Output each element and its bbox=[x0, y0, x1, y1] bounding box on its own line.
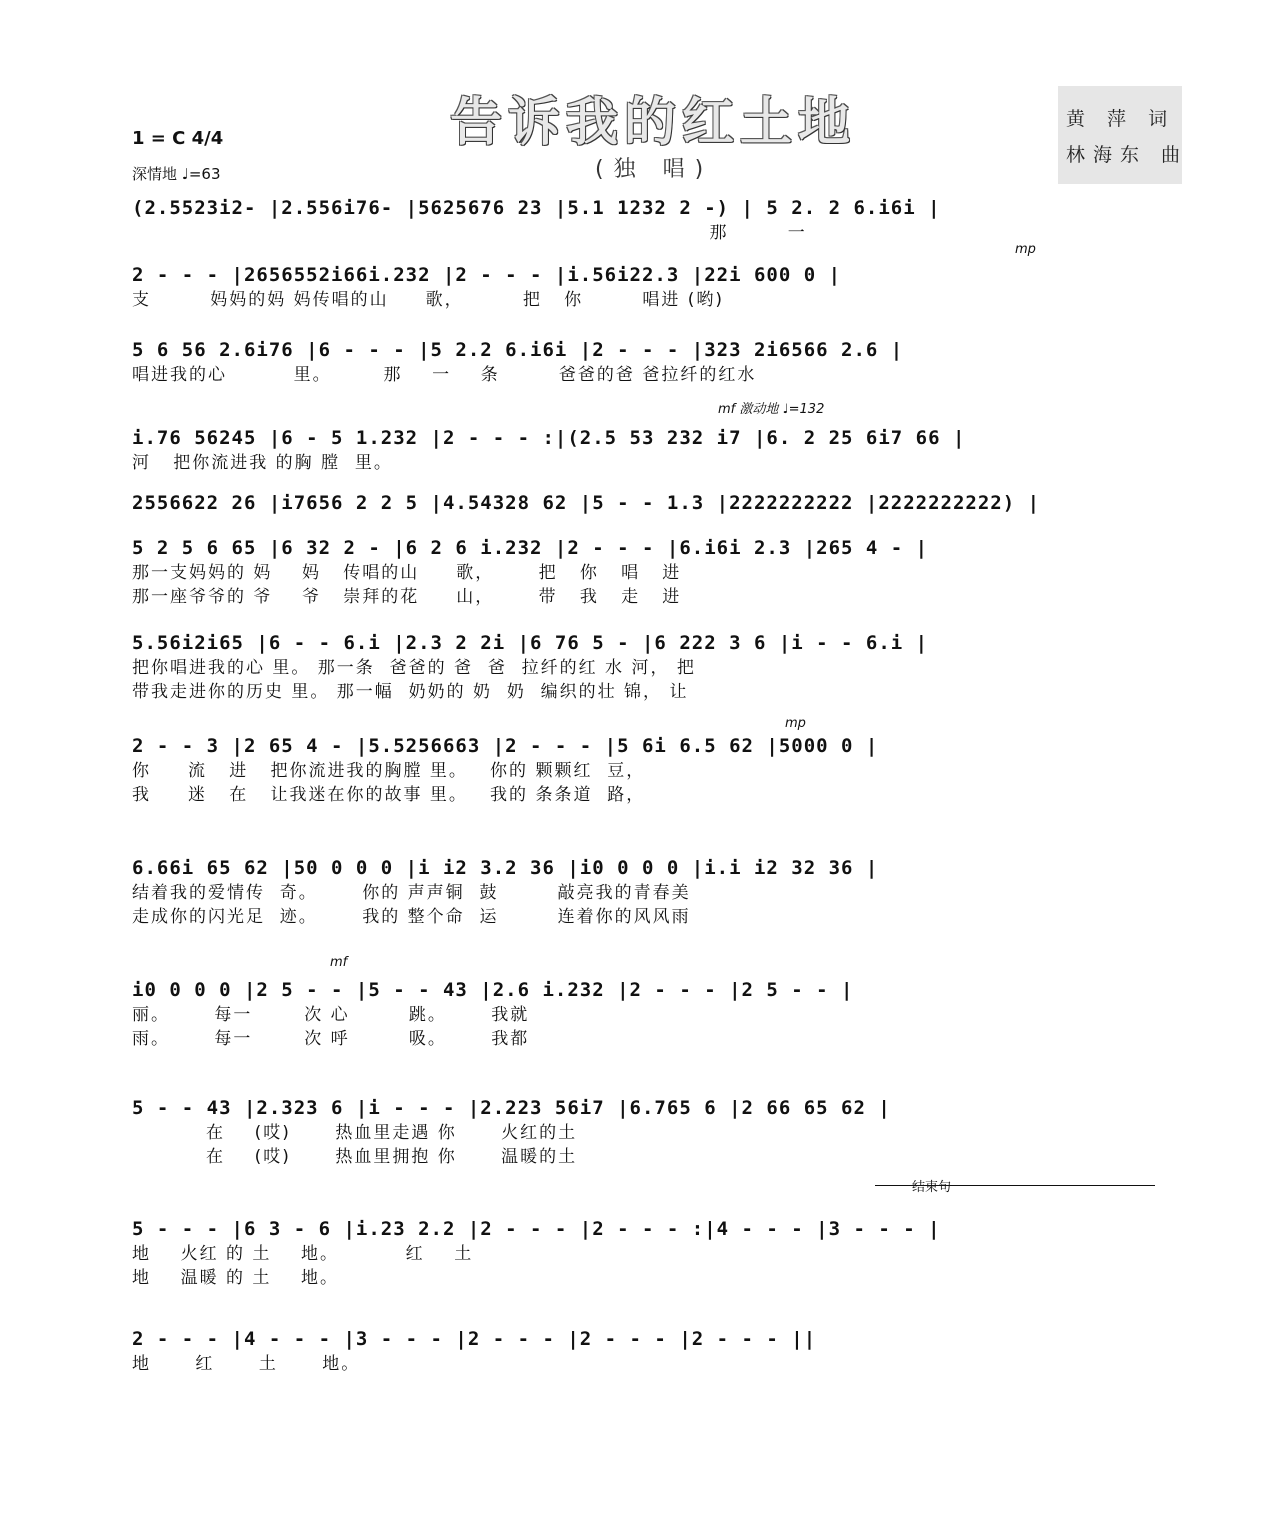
lyrics-row: 河 把你流进我 的胸 膛 里。 bbox=[132, 453, 393, 473]
key-signature: 1 = C 4/4 bbox=[132, 128, 224, 149]
score-line-3 bbox=[132, 337, 1160, 387]
score-line-12 bbox=[132, 1216, 1160, 1290]
lyrics-row-verse-1: 那一支妈妈的 妈 妈 传唱的山 歌， 把 你 唱 进 bbox=[132, 563, 682, 583]
dynamic-mf: mf bbox=[330, 955, 348, 970]
score-line-13 bbox=[132, 1326, 1160, 1376]
notation-row: 2 - - - |4 - - - |3 - - - |2 - - - |2 - - - |2 - - - || bbox=[132, 1328, 817, 1350]
notation-row: i0 0 0 0 |2 5 - - |5 - - 43 |2.6 i.232 |2 - - - |2 5 - - | bbox=[132, 979, 854, 1001]
score-line-10 bbox=[132, 977, 1160, 1051]
dynamic-mp-1: mp bbox=[1015, 242, 1036, 257]
lyrics-row-verse-2: 走成你的闪光足 迹。 我的 整个命 运 连着你的风风雨 bbox=[132, 907, 691, 927]
notation-row: 5 - - - |6 3 - 6 |i.23 2.2 |2 - - - |2 - - - :|4 - - - |3 - - - | bbox=[132, 1218, 941, 1240]
tempo-marking: 深情地 ♩=63 bbox=[132, 165, 221, 183]
score-line-5 bbox=[132, 490, 1160, 516]
lyrics-row-verse-2: 在 (哎) 热血里拥抱 你 温暖的土 bbox=[132, 1147, 578, 1167]
score-line-11 bbox=[132, 1095, 1160, 1169]
song-title: 告诉我的红土地 bbox=[450, 93, 857, 153]
notation-row: i.76 56245 |6 - 5 1.232 |2 - - - :|(2.5 53 232 i7 |6. 2 25 6i7 66 | bbox=[132, 427, 966, 449]
notation-row: (2.5523i2- |2.556i76- |5625676 23 |5.1 1232 2 -) | 5 2. 2 6.i6i | bbox=[132, 197, 941, 219]
notation-row: 2556622 26 |i7656 2 2 5 |4.54328 62 |5 - - 1.3 |2222222222 |2222222222) | bbox=[132, 492, 1041, 514]
lyrics-row-verse-2: 雨。 每一 次 呼 吸。 我都 bbox=[132, 1029, 530, 1049]
score-line-9 bbox=[132, 855, 1160, 929]
lyrics-row: 地 红 土 地。 bbox=[132, 1354, 361, 1374]
notation-row: 2 - - 3 |2 65 4 - |5.5256663 |2 - - - |5 6i 6.5 62 |5000 0 | bbox=[132, 735, 879, 757]
score-line-1 bbox=[132, 195, 1160, 245]
lyrics-row: 支 妈妈的妈 妈传唱的山 歌， 把 你 唱进 (哟) bbox=[132, 290, 724, 310]
lyrics-row-verse-1: 把你唱进我的心 里。 那一条 爸爸的 爸 爸 拉纤的红 水 河， 把 bbox=[132, 658, 696, 678]
lyrics-row-verse-2: 带我走进你的历史 里。 那一幅 奶奶的 奶 奶 编织的壮 锦， 让 bbox=[132, 682, 689, 702]
lyrics-row-verse-1: 结着我的爱情传 奇。 你的 声声铜 鼓 敲亮我的青春美 bbox=[132, 883, 691, 903]
notation-row: 5 2 5 6 65 |6 32 2 - |6 2 6 i.232 |2 - - - |6.i6i 2.3 |265 4 - | bbox=[132, 537, 929, 559]
lyrics-row: 那 一 bbox=[132, 223, 807, 243]
score-line-4 bbox=[132, 425, 1160, 475]
tempo-change-marking: mf 激动地 ♩=132 bbox=[718, 402, 825, 417]
lyricist-credit: 黄 萍 词 bbox=[1066, 108, 1176, 130]
lyrics-row-verse-1: 丽。 每一 次 心 跳。 我就 bbox=[132, 1005, 530, 1025]
ending-label: 结束句 bbox=[912, 1180, 952, 1195]
dynamic-mp-2: mp bbox=[785, 716, 806, 731]
lyrics-row-verse-2: 地 温暖 的 土 地。 bbox=[132, 1268, 340, 1288]
composer-credit: 林海东 曲 bbox=[1066, 144, 1189, 166]
notation-row: 2 - - - |2656552i66i.232 |2 - - - |i.56i22.3 |22i 600 0 | bbox=[132, 264, 842, 286]
lyrics-row-verse-2: 我 迷 在 让我迷在你的故事 里。 我的 条条道 路， bbox=[132, 785, 646, 805]
lyrics-row: 唱进我的心 里。 那 一 条 爸爸的爸 爸拉纤的红水 bbox=[132, 365, 757, 385]
score-line-7 bbox=[132, 630, 1160, 704]
song-subtitle: (独 唱) bbox=[595, 157, 714, 182]
notation-row: 6.66i 65 62 |50 0 0 0 |i i2 3.2 36 |i0 0 0 0 |i.i i2 32 36 | bbox=[132, 857, 879, 879]
lyrics-row-verse-1: 你 流 进 把你流进我的胸膛 里。 你的 颗颗红 豆， bbox=[132, 761, 646, 781]
score-line-6 bbox=[132, 535, 1160, 609]
notation-row: 5 - - 43 |2.323 6 |i - - - |2.223 56i7 |6.765 6 |2 66 65 62 | bbox=[132, 1097, 891, 1119]
notation-row: 5.56i2i65 |6 - - 6.i |2.3 2 2i |6 76 5 - |6 222 3 6 |i - - 6.i | bbox=[132, 632, 929, 654]
score-line-8 bbox=[132, 733, 1160, 807]
lyrics-row-verse-1: 地 火红 的 土 地。 红 土 bbox=[132, 1244, 474, 1264]
lyrics-row-verse-2: 那一座爷爷的 爷 爷 崇拜的花 山， 带 我 走 进 bbox=[132, 587, 682, 607]
score-line-2 bbox=[132, 262, 1160, 312]
notation-row: 5 6 56 2.6i76 |6 - - - |5 2.2 6.i6i |2 - - - |323 2i6566 2.6 | bbox=[132, 339, 904, 361]
credits-background bbox=[1058, 86, 1182, 184]
lyrics-row-verse-1: 在 (哎) 热血里走遇 你 火红的土 bbox=[132, 1123, 578, 1143]
